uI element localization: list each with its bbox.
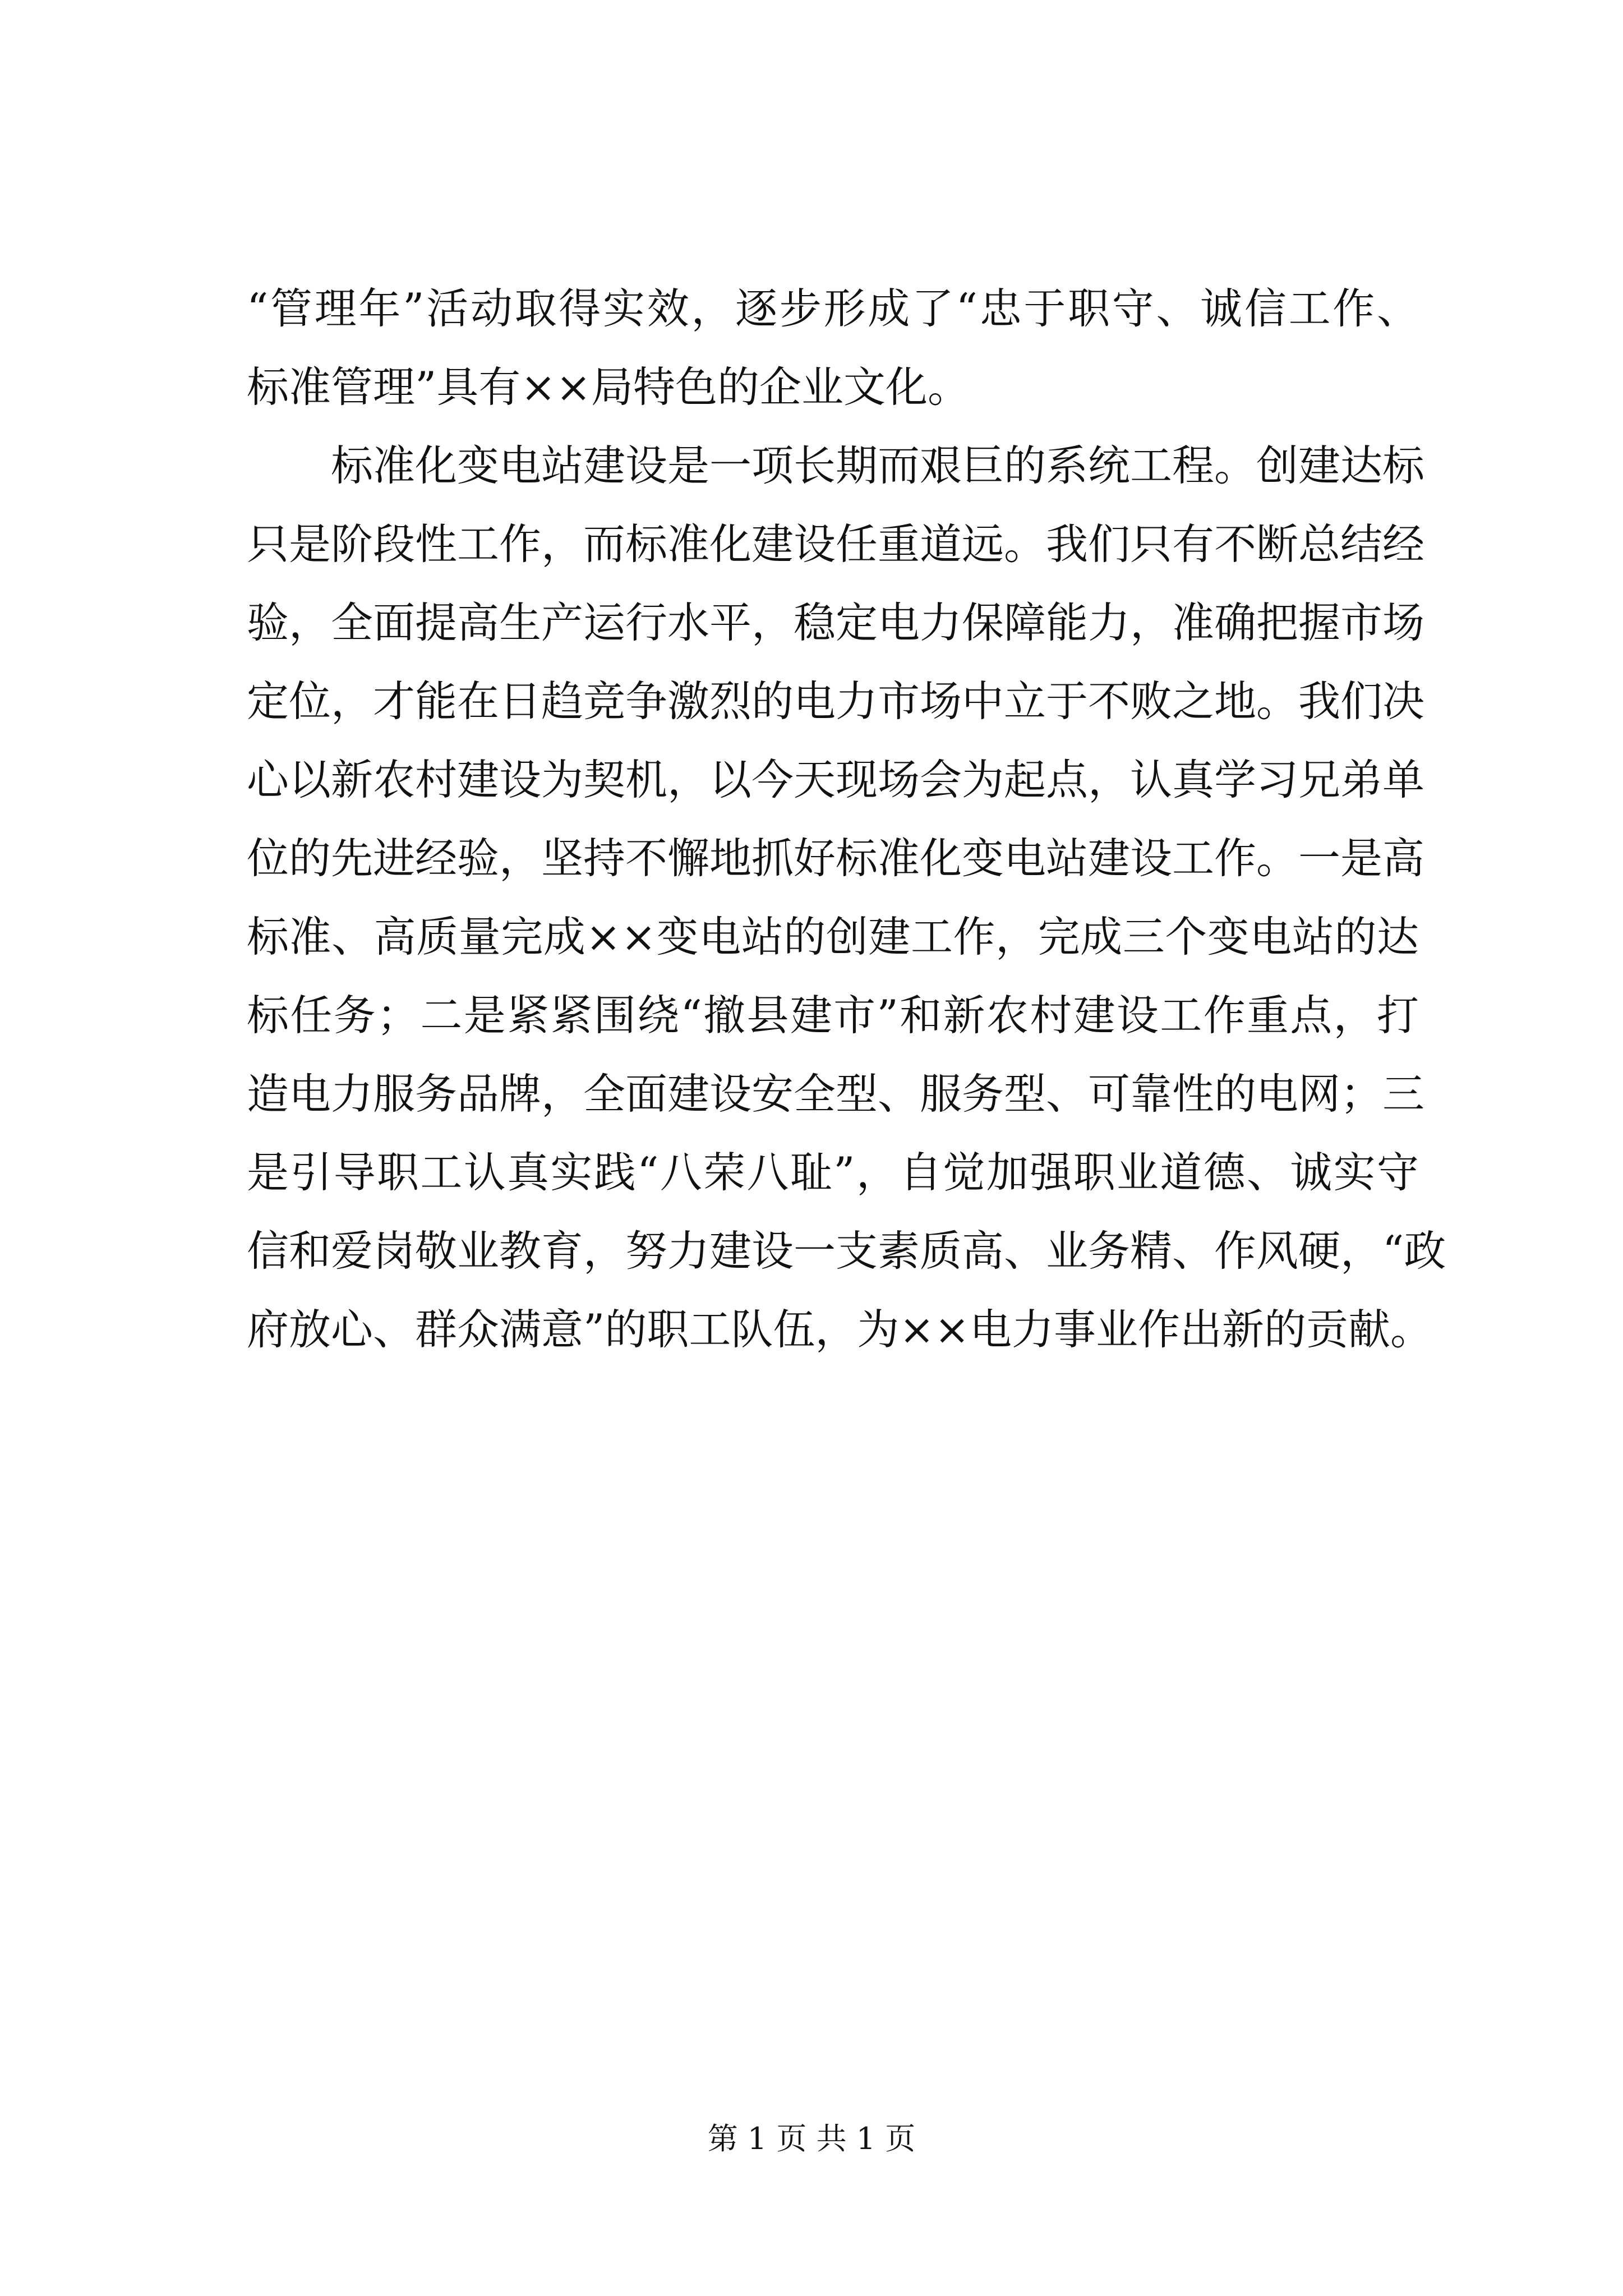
text-line: 造电力服务品牌，全面建设安全型、服务型、可靠性的电网；三 [247, 1069, 1425, 1119]
text-line: 心以新农村建设为契机，以今天现场会为起点，认真学习兄弟单 [247, 755, 1425, 804]
text-line: 只是阶段性工作，而标准化建设任重道远。我们只有不断总结经 [247, 519, 1425, 569]
text-line: 府放心、群众满意”的职工队伍，为××电力事业作出新的贡献。 [247, 1305, 1433, 1354]
text-line: 信和爱岗敬业教育，努力建设一支素质高、业务精、作风硬，“政 [247, 1226, 1446, 1276]
text-line: 是引导职工认真实践“八荣八耻”，自觉加强职业道德、诚实守 [247, 1148, 1419, 1197]
text-line: 验，全面提高生产运行水平，稳定电力保障能力，准确把握市场 [247, 598, 1425, 647]
text-line: 位的先进经验，坚持不懈地抓好标准化变电站建设工作。一是高 [247, 834, 1425, 883]
text-line: 定位，才能在日趋竞争激烈的电力市场中立于不败之地。我们决 [247, 677, 1425, 726]
paragraph-first-line: 标准化变电站建设是一项长期而艰巨的系统工程。创建达标 [331, 441, 1425, 490]
text-line: 标准管理”具有××局特色的企业文化。 [247, 362, 970, 412]
page-number-footer: 第 1 页 共 1 页 [707, 2121, 916, 2156]
text-line: 标准、高质量完成××变电站的创建工作，完成三个变电站的达 [247, 912, 1419, 961]
text-line: 标任务；二是紧紧围绕“撤县建市”和新农村建设工作重点，打 [247, 991, 1419, 1040]
text-line: “管理年”活动取得实效，逐步形成了“忠于职守、诚信工作、 [247, 284, 1419, 333]
